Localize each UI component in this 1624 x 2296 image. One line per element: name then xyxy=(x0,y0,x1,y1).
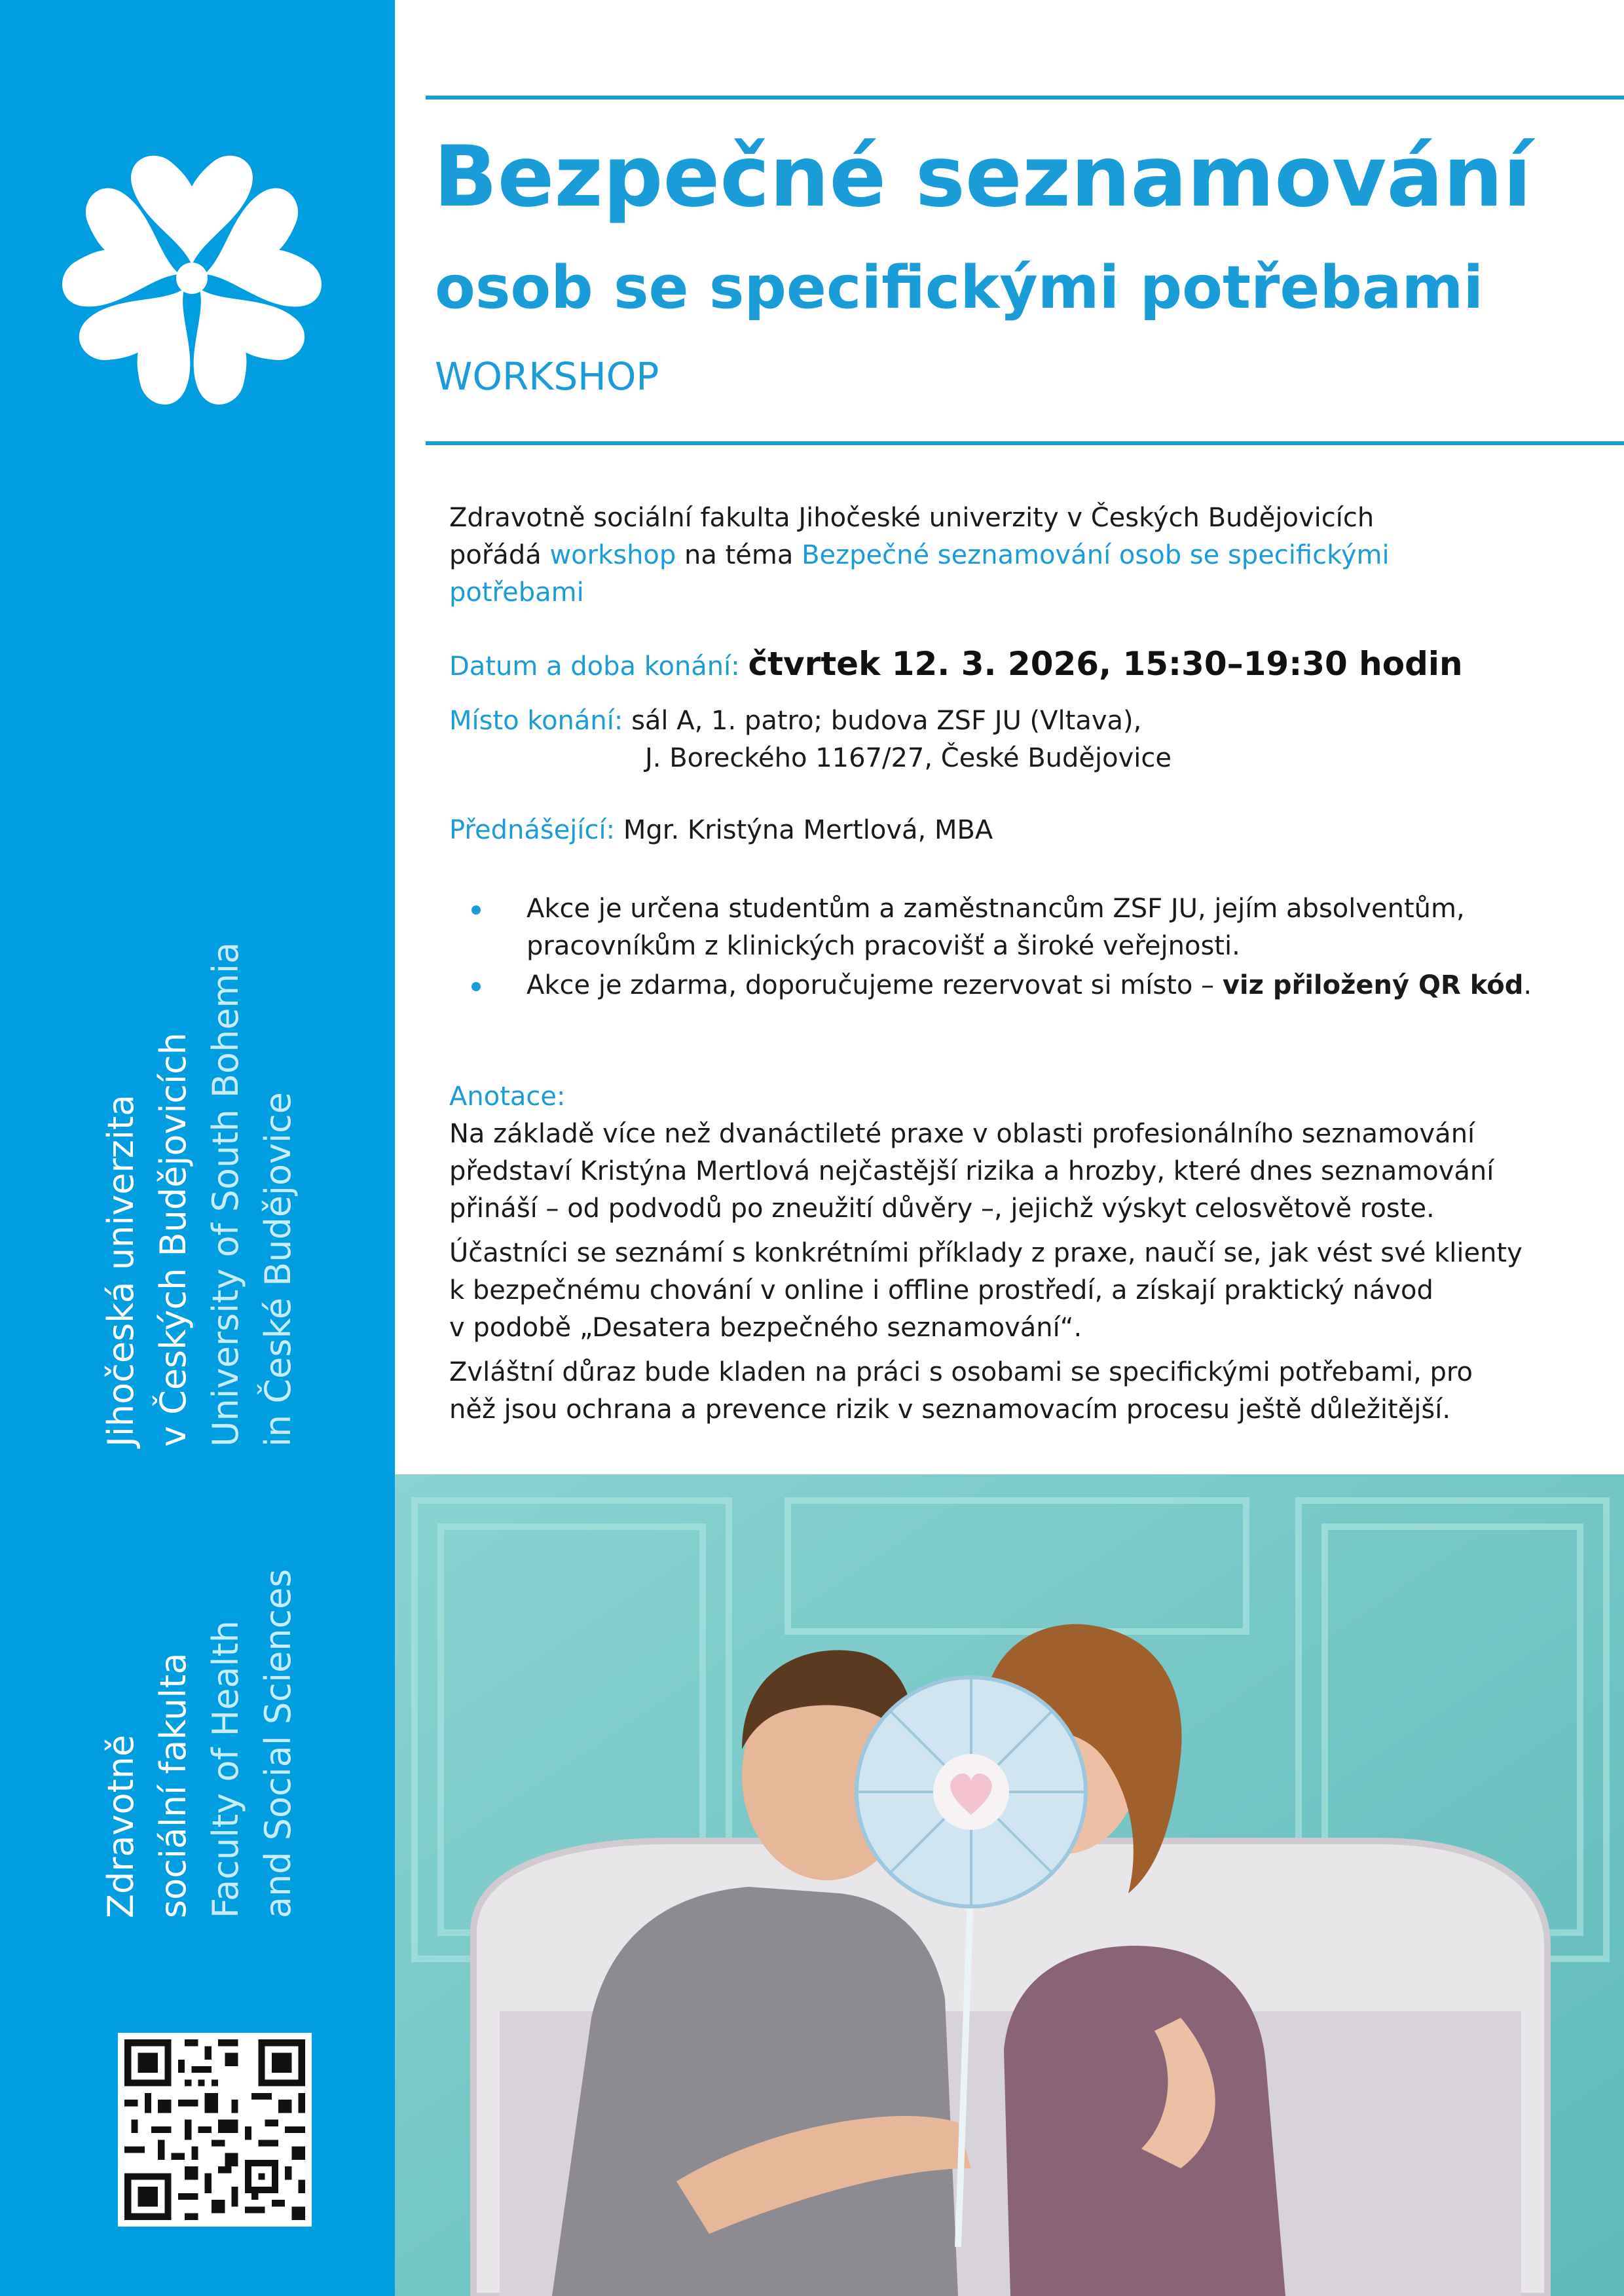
university-line-1: Jihočeská univerzita xyxy=(100,1094,141,1447)
place-line-1: sál A, 1. patro; budova ZSF JU (Vltava), xyxy=(631,706,1142,736)
intro-line-1: Zdravotně sociální fakulta Jihočeské univerzity v Českých Budějovicích xyxy=(449,503,1375,533)
university-line-2: v Českých Budějovicích xyxy=(153,1032,194,1447)
date-label: Datum a doba konání: xyxy=(449,651,748,682)
annotation-p1-line-2: představí Kristýna Mertlová nejčastější rizika a hrozby, které dnes seznamování xyxy=(449,1156,1494,1186)
speaker-row xyxy=(449,812,993,849)
flower-logo-icon xyxy=(58,147,326,409)
annotation-p3-line-1: Zvláštní důraz bude kladen na práci s osobami se specifickými potřebami, pro xyxy=(449,1357,1473,1387)
place-line-2: J. Boreckého 1167/27, České Budějovice xyxy=(645,743,1172,773)
intro-topic-highlight: Bezpečné seznamování osob se specifickými xyxy=(802,540,1390,570)
bullet-icon xyxy=(471,905,481,915)
top-divider xyxy=(426,96,1624,100)
annotation-p2-line-2: k bezpečnému chování v online i offline prostředí, a získají praktický návod xyxy=(449,1275,1433,1305)
bullet-2-qr-reference: viz přiložený QR kód xyxy=(1222,970,1524,1000)
place-row xyxy=(449,702,1141,740)
faculty-line-3: Faculty of Health xyxy=(205,1620,246,1918)
faculty-line-4: and Social Sciences xyxy=(257,1569,299,1918)
date-value: čtvrtek 12. 3. 2026, 15:30–19:30 hodin xyxy=(748,645,1463,683)
annotation-p1-line-1: Na základě více než dvanáctileté praxe v oblasti profesionálního seznamování xyxy=(449,1119,1475,1149)
bullet-2-period: . xyxy=(1523,970,1532,1000)
couple-photo-illustration xyxy=(395,1474,1624,2296)
qr-code-icon[interactable] xyxy=(118,2033,312,2227)
bullet-1-line-2: pracovníkům z klinických pracovišť a široké veřejnosti. xyxy=(526,931,1240,961)
intro-line-3: potřebami xyxy=(449,577,584,608)
intro-text: pořádá xyxy=(449,540,550,570)
university-line-4: in České Budějovice xyxy=(257,1092,299,1447)
annotation-p2-line-3: v podobě „Desatera bezpečného seznamování“. xyxy=(449,1313,1082,1343)
place-label: Místo konání: xyxy=(449,706,632,736)
speaker-value: Mgr. Kristýna Mertlová, MBA xyxy=(623,815,993,845)
bullet-1-line-1: Akce je určena studentům a zaměstnancům ZSF JU, jejím absolventům, xyxy=(526,894,1465,924)
annotation-p3-line-2: něž jsou ochrana a prevence rizik v seznamovacím procesu ještě důležitější. xyxy=(449,1394,1451,1425)
university-line-3: University of South Bohemia xyxy=(205,941,246,1447)
annotation-p1-line-3: přináší – od podvodů po zneužití důvěry –, jejichž výskyt celosvětově roste. xyxy=(449,1194,1435,1224)
faculty-name-vertical xyxy=(95,1569,304,1919)
intro-workshop-highlight: workshop xyxy=(549,540,676,570)
page-title-line-2: osob se specifickými potřebami xyxy=(435,253,1484,322)
intro-text-2: na téma xyxy=(676,540,802,570)
page-title: Bezpečné seznamování xyxy=(434,128,1532,226)
sidebar xyxy=(0,0,395,2296)
intro-line-2 xyxy=(449,537,1390,574)
couple-photo xyxy=(395,1474,1624,2296)
speaker-label: Přednášející: xyxy=(449,815,623,845)
bullet-2-text: Akce je zdarma, doporučujeme rezervovat si místo – xyxy=(526,970,1223,1000)
university-name-vertical xyxy=(95,942,304,1447)
annotation-label: Anotace: xyxy=(449,1082,566,1112)
page-subtitle: WORKSHOP xyxy=(435,354,659,399)
faculty-line-1: Zdravotně xyxy=(100,1734,141,1918)
date-row xyxy=(449,642,1463,689)
bullet-icon xyxy=(471,982,481,991)
annotation-p2-line-1: Účastníci se seznámí s konkrétními příklady z praxe, naučí se, jak vést své klienty xyxy=(449,1238,1522,1268)
faculty-line-2: sociální fakulta xyxy=(153,1652,194,1918)
header-divider xyxy=(426,441,1624,445)
bullet-2 xyxy=(526,967,1532,1004)
